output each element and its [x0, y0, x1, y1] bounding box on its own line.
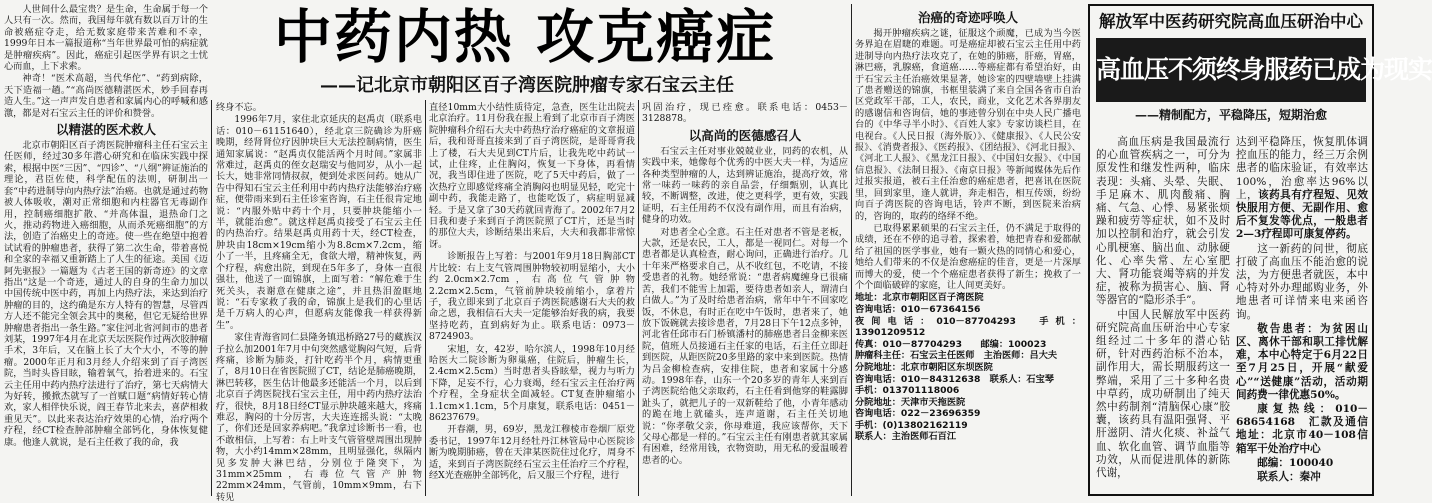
paragraph: 中国人民解放军中医药研究院高血压研治中心专家组经过二十多年的潜心钻研，针对西药治标不治本，副作用大，需长期服药这一弊端，采用了三十多种名贵中草药，成功研制出了纯天然中药制剂“清脑保心康”胶囊，该药具有温阳强肾、平肝滋阴、清火化痰、补益气血、软化血管、调节血脂等功效，从而促进肌体的新陈代谢，	[1096, 308, 1230, 480]
section-heading: 治癌的奇迹呼唤人	[917, 10, 1018, 25]
contact-line: 手机：(0)13802162119	[855, 419, 968, 431]
paragraph: 人世间什么最宝贵？是生命，生命属于每一个人只有一次。然而，我国每年就有数以百万计的生命被癌症夺走，给无数家庭带来苦难和不幸，1999年日本一篇报道称“当年世界最可怕的病症就是肿瘤疾病”。因此，癌症引起医学界有识之士忧心而血，上下求索。	[4, 4, 208, 73]
paragraph: 这一新药的问世，彻底打破了高血压不能治愈的说法，为方便患者就医，本中心特对外办理邮购业务，外地患者可详情来电来函咨询。	[1236, 242, 1368, 321]
contact-line: 分院地址：天津市天拖医院	[855, 396, 966, 408]
ad-tagline: ——精制配方，平稳降压，短期治愈	[1134, 108, 1327, 122]
article-subtitle: ——记北京市朝阳区百子湾医院肿瘤专家石宝云主任	[320, 75, 734, 96]
article-column-5	[855, 4, 1081, 499]
paragraph: 巩固治疗，现已痊愈。联系电话：0453－3128878。	[642, 102, 848, 125]
paragraph: 对患者全心全意。石主任对患者不管是老板，大款，还是农民，工人，都是一视同仁。对每一个患者都是认真检查，耐心询问，正确进行治疗。几十年来严格要求自己，从不收红包，不吃请，不接受患者的礼物。她经常说：“患者病魔缠身已很痛苦，我们不能雪上加霜，要待患者如亲人，谓清白白做人。”为了及时给患者治病，常年中午不回家吃饭，不休息，有时正在吃中午饭时，患者来了，她放下饭碗就去接诊患者，7月28日下午12点多钟，河北省任邱市石门桥镇潘村的肺癌患者吕金柳来医院，值班人员接通石主任家的电话，石主任立即赶到医院，从距医院20多里路的家中来到医院。热情为吕金柳检查病，安排住院，患者和家属十分感动。1998年春，山东一个20多岁的青年人来到百子湾医院给他父亲取药，石主任看到他穿的鞋露脚趾头了，就把儿子的一双新鞋给了他，小青年感动的跪在地上就磕头，连声道谢，石主任关切地说：“你孝敬父亲，你母难道，我应该帮你，天下父母心都是一样的。”石宝云主任有刚患者就其家属有困难，经常用钱，衣物资助，用无私的爱温暖着患者的心。	[642, 226, 848, 466]
ad-postcode: 邮编：100040	[1257, 456, 1334, 469]
paragraph: 直径10mm大小结性质待定，急查，医生让出院去北京治疗。11月份我在报上看到了北京市百子湾医院肿瘤科介绍石大夫中药热疗治疗癌症的文章报道后，我和哥哥直接来到了百子湾医院，是哥哥背我上了楼，石大夫见到CT片后，让我先吃中药试一试，止住疼，止住胸闷，恢复一下身体，再看情况，我当即住进了医院，吃了5天中药后，做了一次热疗立即感觉疼痛全消胸闷也明显见轻，吃完十副中药，我能走路了，也能吃饭了，病症明显减轻。于是又拿了30天药就回青海了。2002年7月2日我和妻子来到百子湾医院照了CT片，还是当时的那位大夫，诊断结果出来后，大夫和我都非常惊讶。	[429, 102, 635, 250]
contact-line: 地址：北京市朝阳区百子湾医院	[855, 292, 984, 304]
contact-line: 肿瘤科主任：石宝云主任医师 主治医师：吕大夫	[855, 350, 1058, 362]
paragraph: 宋旭，女，42岁，哈尔滨人，1998年10月经哈医大二院诊断为卵巢癌，住院后，肿瘤生长，2.4cm×2.5cm）当时患者头昏眩晕，视力与听力下降，足妄不行，心力衰竭，经石宝云主任治疗两个疗程，全身症状全面减轻。CT复查肿瘤缩小1.1cm×1.1cm，5个月康复，联系电话：0451－86237679。	[429, 343, 635, 423]
ad-column-left	[1096, 136, 1230, 492]
paragraph: 终身不忘。	[216, 102, 262, 113]
ad-contact-person: 联系人：秦冲	[1257, 471, 1321, 484]
contact-line: 传真：010－87704293 邮编：100023	[855, 338, 1047, 350]
paragraph: 神奇！“医术高超，当代华佗”、“药到病除，天下造福一趟。”“高尚医德精湛医术，妙手回春再造人生。”这一声声发自患者和家属内心的呼喊和感激，都是对石宝云主任的评价和赞誉。	[4, 73, 208, 119]
article-column-1	[4, 4, 208, 499]
contact-line: 夜间电话：010－87704293 手机：13901209512	[855, 315, 1081, 339]
ad-banner: 高血压不须终身服药已成为现实	[1096, 38, 1366, 102]
column-divider	[638, 100, 639, 496]
contact-block	[855, 292, 1081, 443]
advertisement-box	[1088, 4, 1432, 496]
column-divider	[211, 100, 212, 496]
paragraph: 揭开肿瘤疾病之谜，征服这个顽魔，已成为当今医务界迫在眉睫的难题。可是癌症却被石宝云主任用中药进制导向内热疗法攻克了，在她的肺癌，肝癌，胃癌，淋巴癌，乳腺癌，食道癌……等癌症都有希望治好，由于石宝云主任治癌效果显著，她诊室的四壁墙壁上挂满了患者赠送的锦旗，书框里装满了来自全国各省市自治区党政军干部，工人，农民，商业，文化艺术各界朋友的感谢信和咨询信，她的事迹曾分别在中央人民广播电台的《中华寻半小时》、《百姓人家》专家访谈栏目，在电视台。《人民日报（海外版）》、《健康报》、《人民公安报》、《消费者报》、《医药报》、《团结报》、《河北日报》、《河北工人报》、《黑龙江日报》、《中国妇女报》、《中国信息报》、《法制日报》、《南京日报》等新闻媒体先后作过报实报道，被石主任治愈的癌症患者，把喜讯在医院里，回到家里，逢人就讲，奔走相告，相互传颂，纷纷向百子湾医院的咨询电话，铃声不断，到医院来治病的，咨询的，取药的络绎不绝。	[855, 28, 1081, 222]
article-column-3	[429, 102, 635, 496]
section-heading: 以高尚的医德感召人	[688, 127, 802, 143]
paragraph: 已取得累累硕果的石宝云主任，仍不满足于取得的成绩，还在不停的追寻着，探索着，她把青春和爱都献给了祖国的医学事业，她有一颗火热的同情心和爱心，她给人们带来的不仅是治愈癌症的佳音，更是一片深厚而博大的爱，使一个个癌症患者获得了新生；挽救了一个个面临破碎的家庭，让人间更美好。	[855, 222, 1081, 291]
paragraph	[1236, 136, 1368, 242]
column-divider	[425, 100, 426, 496]
paragraph: 开春潮，男，69岁，黑龙江穆棱市卷烟厂原党委书记，1997年12月经牡丹江林管局中心医院诊断为晚期肺癌，曾在天津某医院住过化疗，周身不适，来到百子湾医院经石宝云主任治疗三个疗程，经X光查癌肿全部钙化，后又服三个疗程，进行	[429, 424, 635, 481]
article-column-4	[642, 102, 848, 496]
article-headline: 中药内热 攻克癌症	[273, 3, 777, 71]
contact-line: 咨询电话：022－23696359	[855, 408, 981, 420]
paragraph: 家住青海省同仁县隆务镇迅桥路27号的藏族汉子拉么加2001年7月中旬突然感觉胸闷气短，后背疼痛，诊断为肺炎，打针吃药半个月，病情更重了，8月10日在省医院照了CT，结论是肺癌晚期，淋巴转移，医生估计他最多还能活一个月，以后到北京百子湾医院找石宝云主任，用中药内热疗法治疗，很快，8月18日经CT显示肿块越来越大，疼痛难忍，胸闷的十分厉害，大夫连连摇头说：“太晚了，你们还是回家养病吧。”我拿过诊断书一看，也不敢相信，上写着：右上叶支气管管壁周围出现肿物，大小约14mm×28mm，且明显强化，纵隔内见多发肿大淋巴结，分别位于隆突下，为31mm×25mm，右毒位气管产肿物22mm×24mm，气管前，10mm×9mm，右下转见	[216, 332, 422, 503]
contact-line: 咨询电话：010－84312638 联系人：石宝琴	[855, 373, 1054, 385]
paragraph: 高血压病是我国最流行的心血管疾病之一，可分为原发性和继发性两种，临床表现：头痛、头晕、失眠、手足麻木、肌肉酸痛、胸痛、气急、心悸、易紧张烦躁和疲劳等症状，如不及时加以控制和治疗，就会引发心肌梗塞、脑出血、动脉硬化、心率失常、左心室肥大、肾功能衰竭等病的并发症，被称为损害心、脑、肾等器官的“隐形杀手”。	[1096, 136, 1230, 307]
paragraph: 北京市朝阳区百子湾医院肿瘤科主任石宝云主任医师，经过30多年潜心研究和在临床实践中探索，根据中医“三因”、“四诊”、“八纲”辨证施治的理论，君臣佐使，科学配伍的法则，研制出一套“中药进制导向内热疗法”治癌。也就是通过药物被人体吸收，潮对正常细胞和内柱器官无毒副作用，控制癌细胞扩散、“并高体温，退热命门之火，推动药物进入癌细胞，从而杀死癌细胞”的方法，创造了治癌史上的奇迹。使一些在绝望中抱着试试看的肿瘤患者，获得了第二次生命，带着喜悦和全家的幸福又重新踏上了人生的征途。美国《迈阿先驱报》一篇题为《古老王国的新奇迹》的文章指出“这是一个奇迹，通过人的自身的生命力加以中国传统中医中药，再加上内热疗法，来达到治疗肿瘤的目的，这约确是东方人特有的智慧，尽管西方人还不能完全领会其中的奥秘，但它无疑给世界肿瘤患者指出一条生路。”家住河北省河间市的患者刘某，1997年4月在北京天坛医院作过两次胶肿瘤手术，3年后，又在脑上长了大个大小，不等的肿瘤。2000年正月和3月经人介绍来到了百子湾医院，当时头昏目眩，输着氧气，抬着进来的。石宝云主任用中药内热疗法进行了治疗，第七天病情大为好转，搬掀杰就写了一首赋口题“病情好转心情欢，家人相伴快乐说，阎王春节北来去，喜萨相救重见天”。以此来表达治疗效果的心情，治疗两个疗程，经CT检查肿部肿瘤全部钙化，身体恢复健康。他逢人就说，是石主任救了我的命，我	[4, 140, 208, 448]
contact-line: 咨询电话：010－67364156	[855, 303, 981, 315]
contact-line: 手机：013701118006	[855, 385, 960, 397]
article-column-2	[216, 102, 422, 503]
column-divider	[851, 4, 852, 496]
paragraph: 诊断报告上写着：与2001年9月18日胸部CT片比较：右上支气管周围肿物较初明显缩小，大小约2.0cm×2.7cm，右高位气管肿物2.2cm×2.5cm，气管前肿块较前缩小，拿着片子，我立即来到了北京百子湾医院感谢石大夫的救命之恩，我相信石大夫一定能够治好我的病，我要坚持吃药，直到病好为止。联系电话：0973－8724903。	[429, 251, 635, 343]
paragraph: 敬告患者：为贫困山区、离休干部和职工排忧解难，本中心特定于6月22日至7月25日，开展“献爱心”“送健康”活动，活动期间药费一律优惠50%。	[1236, 322, 1368, 401]
ad-text-bold: 该药具有疗程短、见效快服用方便、无副作用、愈后不复发等优点，一般患者2—3疗程即可康复停药。	[1236, 188, 1369, 241]
ad-hotline: 康复热线：010－68654168 汇款及通信地址：北京市40－108信箱军干处治疗中心	[1236, 403, 1368, 455]
paragraph: 1996年7月，家住北京延庆的赵禹贞（联系电话：010－61151640），经北京三院确诊为肝癌晚期，经肾肾位疗因肿块巨大无法控制病情，医生通知家属说：“赵禹贞仅能活两个月时间。”家属非常难过，赵禹贞的侄女赵瑞安与他同岁，从小一起长大，她非常同情叔叔，便到处求医问药。她从广告中得知石宝云主任利用中药内热疗法能够治疗癌症，便带雨来到石主任诊室咨询，石主任很肯定地说：“内服外贴中药十个月，只要肿块能缩小一半，就能治愈”。就这样赵禹贞接受了石宝云主任的内热治疗。结果赵禹贞用药十天，经CT检查，肿块由18cm×19cm缩小为8.8cm×7.2cm，缩小了一半，且疼痛全无，食欲大增，精神恢复，两个疗程，病愈出院，到现在5年多了，身体一直很强壮，他送了一面锦旗，上面写着：“解危难于生死关头，表谢意在健康之途”，并且热泪盈眶地说：“石专家救了我的命，锦旗上是我们的心里话是千万病人的心声，但愿病友能像我一样获得新生”。	[216, 114, 422, 331]
ad-text: 达到平稳降压，恢复肌体调控血压的能力，经三万余例患者的临床验证，有效率达100%，治愈率达96%以上，	[1236, 136, 1368, 201]
ad-header: 解放军中医药研究院高血压研治中心	[1099, 12, 1363, 31]
ad-column-right	[1236, 136, 1368, 492]
contact-line: 分院地址：北京市朝阳区东坝医院	[855, 361, 993, 373]
paragraph: 石宝云主任对事业兢兢业业，同药的农机，从实践中来，她像每个优秀的中医大夫一样，为适应各种类型肿瘤的人，达到辨证施治，提高疗效，常常一味药一味药的亲自品尝，仔细甄别，认真比较，不断调整，改进，使之更科学，更有效，实践证明，石主任用药不仅没有副作用，而且有治病，健身的功效。	[642, 145, 848, 226]
section-heading: 以精湛的医术救人	[55, 122, 156, 138]
contact-line: 联系人：主治医师石百江	[855, 431, 957, 443]
